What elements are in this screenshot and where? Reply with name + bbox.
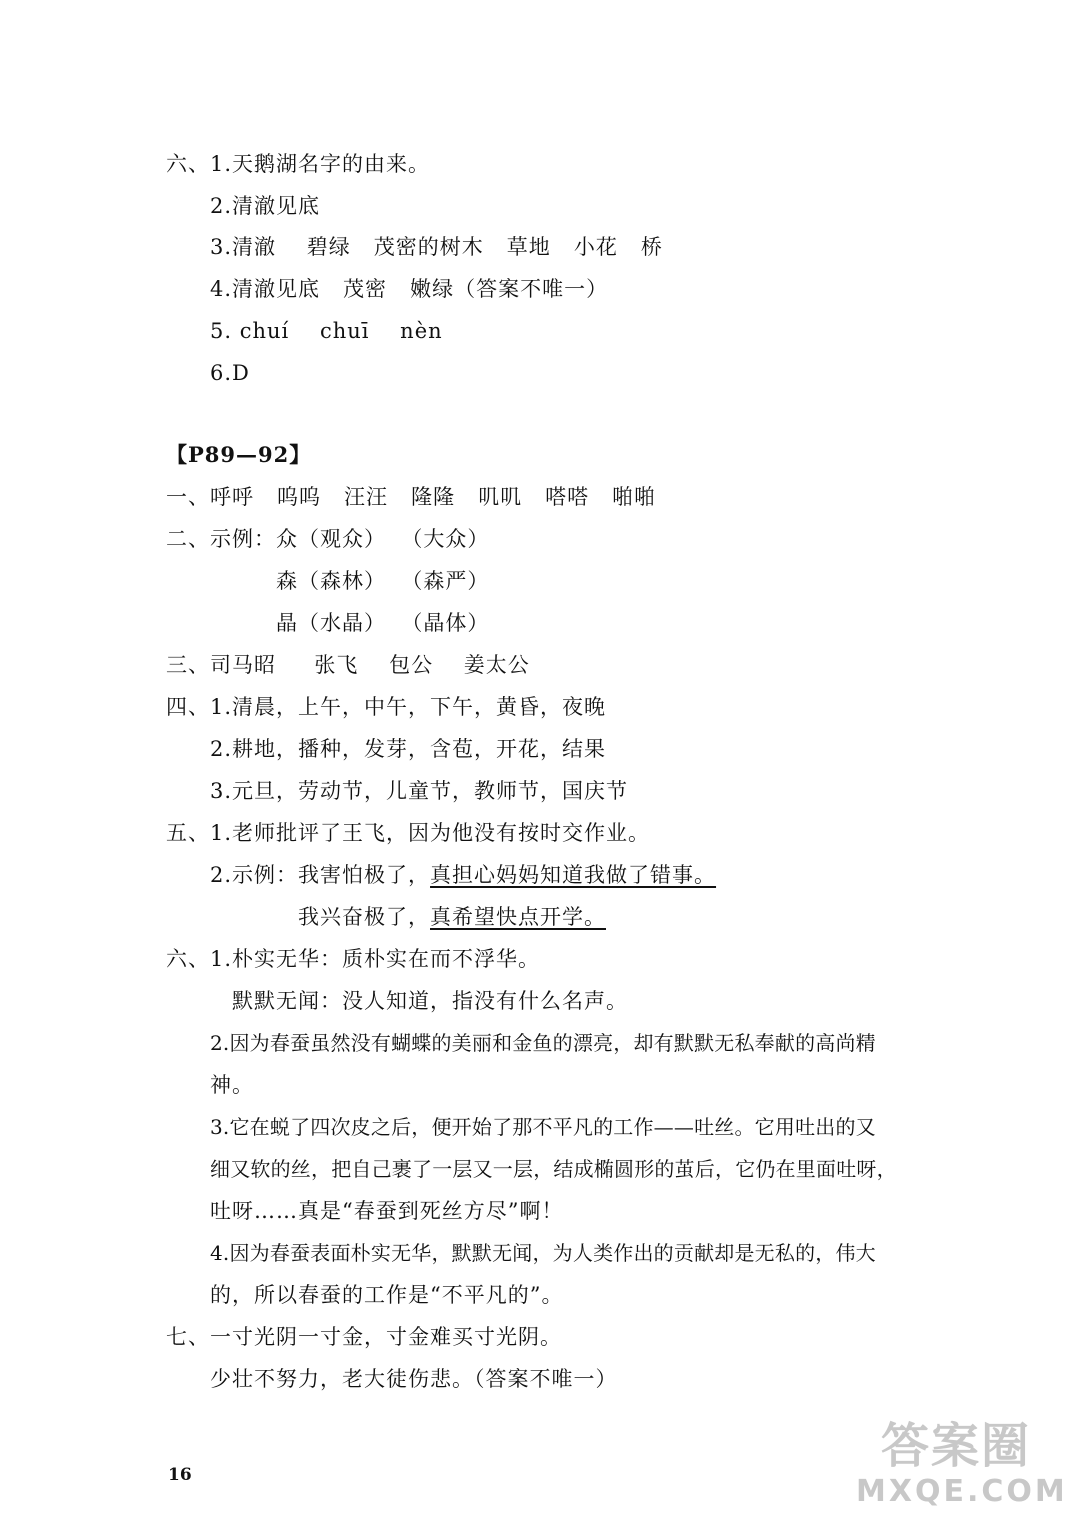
answer-prefix: 2.示例：我害怕极了， — [210, 863, 431, 887]
answer-line: 少壮不努力，老大徒伤悲。（答案不唯一） — [210, 1367, 618, 1391]
watermark-logo — [856, 1418, 1068, 1528]
answer-line: 六、1.天鹅湖名字的由来。 — [166, 152, 431, 176]
underlined-answer: 真担心妈妈知道我做了错事。 — [430, 863, 717, 887]
underlined-answer: 真希望快点开学。 — [430, 905, 606, 929]
answer-line: 3.清澈 碧绿 茂密的树木 草地 小花 桥 — [210, 235, 663, 259]
answer-line: 2.耕地，播种，发芽，含苞，开花，结果 — [210, 737, 607, 761]
answer-line: 六、1.朴实无华：质朴实在而不浮华。 — [166, 947, 541, 971]
answer-line: 3.元旦，劳动节，儿童节，教师节，国庆节 — [210, 779, 629, 803]
answer-line: 七、一寸光阴一寸金，寸金难买寸光阴。 — [166, 1325, 562, 1349]
page-range-heading: 【P89—92】 — [166, 442, 312, 467]
answer-line: 的，所以春蚕的工作是“不平凡的”。 — [210, 1283, 564, 1307]
answer-line: 细又软的丝，把自己裹了一层又一层，结成椭圆形的茧后，它仍在里面吐呀， — [210, 1157, 897, 1181]
answer-line: 森（森林） （森严） — [276, 569, 490, 593]
answer-line: 吐呀……真是“春蚕到死丝方尽”啊！ — [210, 1199, 564, 1223]
answer-line: 5. chuí chuī nèn — [210, 319, 443, 343]
answer-line — [298, 903, 606, 931]
answer-line: 二、示例：众（观众） （大众） — [166, 527, 490, 551]
answer-line: 默默无闻：没人知道，指没有什么名声。 — [232, 989, 628, 1013]
answer-line: 4.因为春蚕表面朴实无华，默默无闻，为人类作出的贡献却是无私的，伟大 — [210, 1241, 876, 1265]
answer-line: 神。 — [210, 1073, 254, 1097]
answer-line: 五、1.老师批评了王飞，因为他没有按时交作业。 — [166, 821, 651, 845]
answer-line: 晶（水晶） （晶体） — [276, 611, 490, 635]
answer-line: 三、司马昭 张飞 包公 姜太公 — [166, 653, 530, 677]
answer-line: 2.因为春蚕虽然没有蝴蝶的美丽和金鱼的漂亮，却有默默无私奉献的高尚精 — [210, 1031, 876, 1055]
watermark-url: MXQE.COM — [856, 1474, 1068, 1509]
answer-line: 6.D — [210, 361, 250, 385]
answer-line: 3.它在蜕了四次皮之后，便开始了那不平凡的工作——吐丝。它用吐出的又 — [210, 1115, 876, 1139]
answer-line — [210, 861, 716, 889]
answer-line: 2.清澈见底 — [210, 194, 321, 218]
answer-line: 4.清澈见底 茂密 嫩绿（答案不唯一） — [210, 277, 609, 301]
answer-prefix: 我兴奋极了， — [298, 905, 430, 929]
watermark-text: 答案圈 — [880, 1418, 1031, 1474]
answer-line: 一、呼呼 呜呜 汪汪 隆隆 叽叽 嗒嗒 啪啪 — [166, 485, 657, 509]
page-number: 16 — [168, 1465, 192, 1485]
answer-line: 四、1.清晨，上午，中午，下午，黄昏，夜晚 — [166, 695, 607, 719]
